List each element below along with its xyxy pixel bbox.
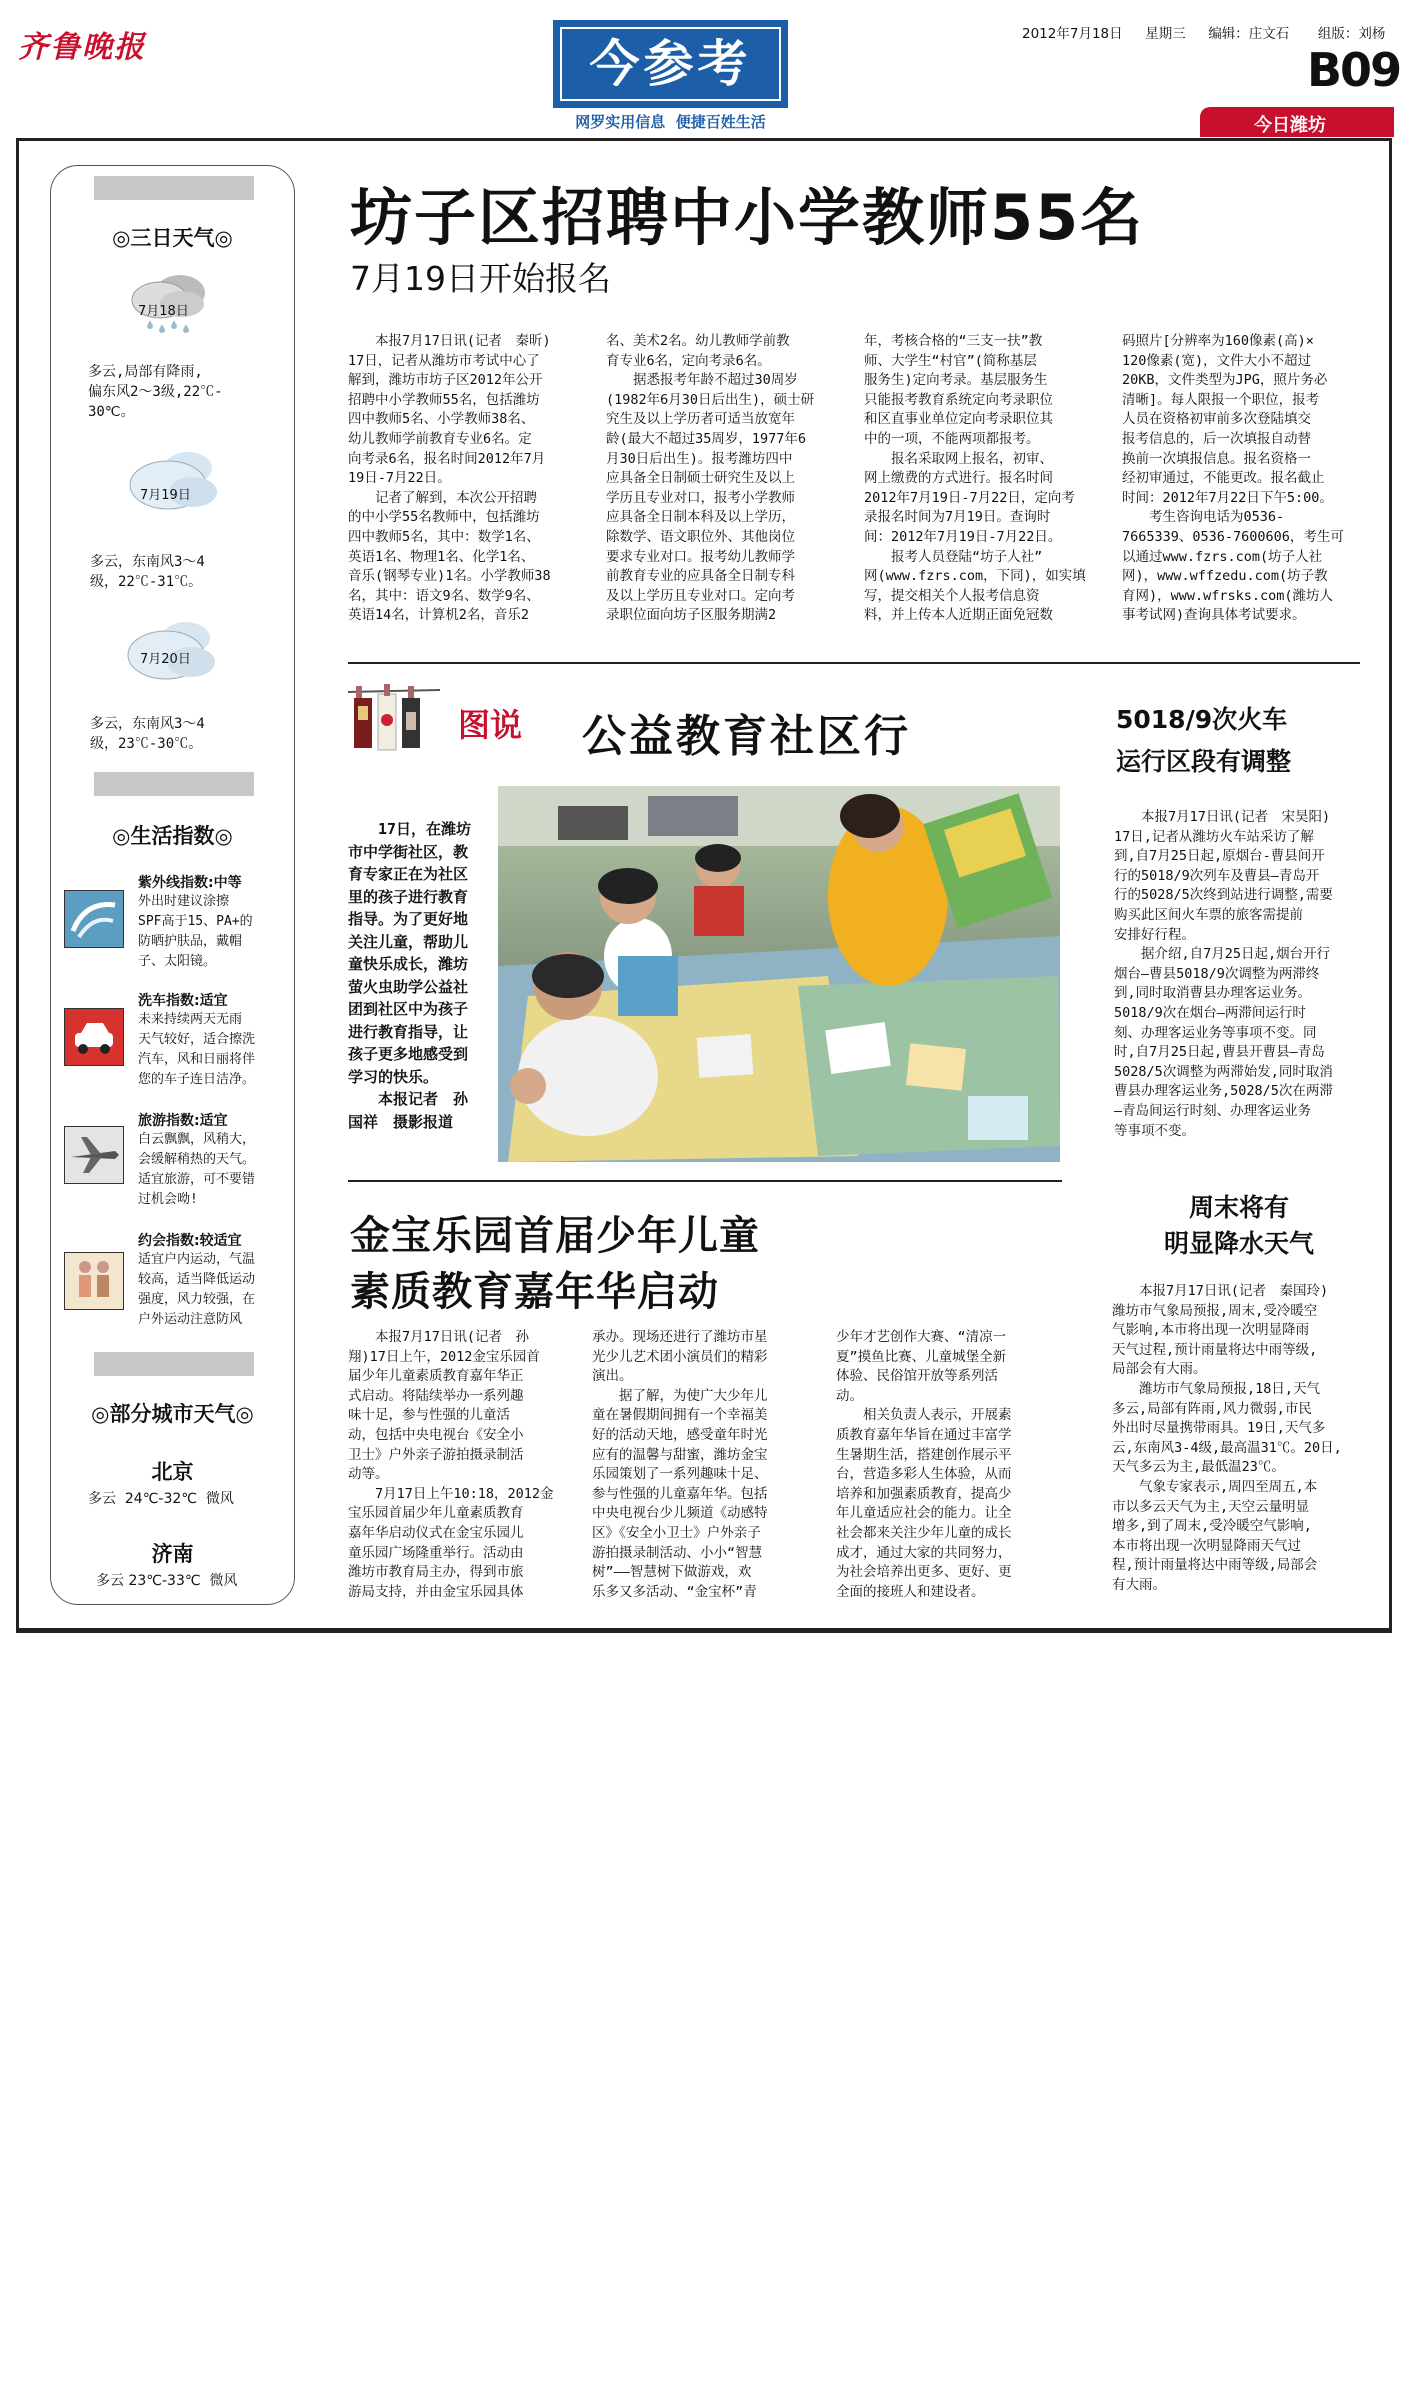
photo-story-logo-icon [348, 676, 440, 768]
couple-icon [64, 1252, 124, 1310]
date-index-title: 约会指数:较适宜 [138, 1233, 242, 1249]
car-wash-index-title: 洗车指数:适宜 [138, 993, 228, 1009]
day3-date: 7月20日 [140, 652, 191, 667]
carnival-col1: 本报7月17日讯(记者 孙 翔)17日上午，2012金宝乐园首 届少年儿童素质教育嘉年华正 式启动。将陆续举办一系列趣 味十足，参与性强的儿童活 动，包括中央电视台《安全小 卫士》户外亲子游拍摄录制活 动等。 7月17日上午10:18，2012金 宝乐园首届少年儿童素质教育 嘉年华启动仪式在金宝乐园儿 童乐园广场隆重举行。活动由 潍坊市教育局主办，得到市旅 游局支持，并由金宝乐园具体 [348, 1329, 554, 1600]
day2-forecast: 多云，东南风3～4 级，22℃-31℃。 [90, 554, 205, 590]
article1-col2: 名、美术2名。幼儿教师学前教 育专业6名，定向考录6名。 据悉报考年龄不超过30周岁 (1982年6月30日后出生)，硕士研 究生及以上学历者可适当放宽年 龄(最大不超过35周岁，1977年6 月30日后出生)。报考潍坊四中 应具备全日制硕士研究生及以上 学历且专业对口，报考小学教师 应具备全日制本科及以上学历， 除数学、语文职位外、其他岗位 要求专业对口。报考幼儿教师学 前教育专业的应具备全日制专科 及以上学历且专业对口。定向考 录职位面向坊子区服务期满2 [606, 333, 815, 624]
cloud-icon [118, 440, 228, 520]
car-wash-icon [64, 1008, 124, 1066]
photo-story-caption: 17日，在潍坊 市中学街社区，教 育专家正在为社区 里的孩子进行教育 指导。为了更好地 关注儿童，帮助儿 童快乐成长，潍坊 萤火虫助学公益社 团到社区中为孩子 进行教育指导，让 孩子更多地感受到 学习的快乐。 本报记者 孙 国祥 摄影报道 [348, 820, 472, 1131]
city-name-jinan: 济南 [151, 1542, 194, 1566]
issue-weekday: 星期三 [1145, 26, 1186, 42]
weekend-headline-line2: 明显降水天气 [1163, 1229, 1314, 1258]
day3-forecast: 多云，东南风3～4 级，23℃-30℃。 [90, 716, 205, 752]
article1-col1: 本报7月17日讯(记者 秦昕) 17日，记者从潍坊市考试中心了 解到，潍坊市坊子区2012年公开 招聘中小学教师55名，包括潍坊 四中教师5名、小学教师38名、 幼儿教师学前教育专业6名。定 向考录6名，报名时间2012年7月 19日-7月22日。 记者了解到，本次公开招聘 的中小学55名教师中，包括潍坊 四中教师5名，其中：数学1名、 英语1名、物理1名、化学1名、 音乐(钢琴专业)1名。小学教师38 名，其中：语文9名、数学9名、 英语14名，计算机2名，音乐2 [348, 333, 551, 624]
life-bar [94, 772, 254, 796]
carnival-headline-line2: 素质教育嘉年华启动 [350, 1269, 719, 1315]
train-headline-line2: 运行区段有调整 [1116, 747, 1292, 776]
cities-bar [94, 1352, 254, 1376]
photo-story-headline: 公益教育社区行 [582, 711, 911, 762]
airplane-icon [64, 1126, 124, 1184]
weather-bar [94, 176, 254, 200]
section-slogan: 网罗实用信息 便捷百姓生活 [575, 113, 766, 131]
photo-children-reading [498, 786, 1060, 1162]
weekend-headline-line1: 周末将有 [1188, 1193, 1289, 1222]
section-logo [553, 20, 788, 108]
three-day-weather-title: ◎三日天气◎ [112, 226, 233, 250]
issue-date: 2012年7月18日 [1022, 26, 1123, 42]
editor-credit: 编辑：庄文石 [1208, 26, 1290, 42]
car-wash-index-text: 未来持续两天无雨 天气较好，适合擦洗 汽车，风和日丽将伴 您的车子连日洁净。 [138, 1012, 256, 1087]
divider [348, 1180, 1062, 1182]
city-name-beijing: 北京 [151, 1460, 194, 1484]
city-weather-jinan: 多云 23℃-33℃ 微风 [96, 1573, 238, 1589]
travel-index-title: 旅游指数:适宜 [138, 1113, 228, 1129]
edition-tab [1200, 107, 1394, 137]
uv-index-text: 外出时建议涂擦 SPF高于15、PA+的 防晒护肤品，戴帽 子、太阳镜。 [138, 894, 253, 969]
day2-date: 7月19日 [140, 488, 191, 503]
carnival-col3: 少年才艺创作大赛、“清凉一 夏”摸鱼比赛、儿童城堡全新 体验、民俗馆开放等系列活 动。 相关负责人表示，开展素 质教育嘉年华旨在通过丰富学 生暑期生活，搭建创作展示平 台，营造多彩人生体验，从而 培养和加强素质教育，提高少 年儿童适应社会的能力。让全 社会都来关注少年儿童的成长 成才，通过大家的共同努力， 为社会培养出更多、更好、更 全面的接班人和建设者。 [836, 1329, 1012, 1600]
divider [348, 662, 1360, 664]
uv-icon [64, 890, 124, 948]
section-title: 今参考 [589, 34, 752, 93]
city-weather-beijing: 多云 24℃-32℃ 微风 [88, 1491, 234, 1507]
uv-index-title: 紫外线指数:中等 [138, 875, 242, 891]
train-article: 本报7月17日讯(记者 宋昊阳) 17日,记者从潍坊火车站采访了解 到,自7月25日起,原烟台-曹县间开 行的5018/9次列车及曹县—青岛开 行的5028/5次终到站进行调整,需要 购买此区间火车票的旅客需提前 安排好行程。 据介绍,自7月25日起,烟台开行 烟台—曹县5018/9次调整为两滞终 到,同时取消曹县办理客运业务。 5018/9次在烟台—两滞间运行时 刻、办理客运业务等事项不变。同 时,自7月25日起,曹县开曹县—青岛 5028/5次调整为两滞始发,同时取消 曹县办理客运业务,5028/5次在两滞 —青岛间运行时刻、办理客运业务 等事项不变。 [1114, 809, 1333, 1139]
article1-col3: 年，考核合格的“三支一扶”教 师、大学生“村官”(简称基层 服务生)定向考录。基层服务生 只能报考教育系统定向考录职位 和区直事业单位定向考录职位其 中的一项，不能两项都报考。 报名采取网上报名，初审、 网上缴费的方式进行。报名时间 2012年7月19日-7月22日，定向考 录报名时间为7月19日。查询时 间：2012年7月19日-7月22日。 报考人员登陆“坊子人社” 网(www.fzrs.com，下同)，如实填 写，提交相关个人报考信息资 料，并上传本人近期正面免冠数 [864, 333, 1086, 624]
article1-headline: 坊子区招聘中小学教师55名 [350, 181, 1145, 254]
issue-info [1022, 22, 1385, 42]
city-weather-title: ◎部分城市天气◎ [91, 1402, 254, 1426]
travel-index-text: 白云飘飘，风稍大， 会缓解稍热的天气。 适宜旅游，可不要错 过机会呦! [138, 1132, 256, 1207]
page-number: B09 [1307, 43, 1401, 97]
edition-label: 今日潍坊 [1254, 115, 1326, 136]
layout-credit: 组版：刘杨 [1317, 26, 1386, 42]
day1-forecast: 多云,局部有降雨, 偏东风2～3级,22℃- 30℃。 [88, 364, 223, 420]
day1-date: 7月18日 [138, 304, 189, 319]
life-index-title: ◎生活指数◎ [112, 824, 233, 848]
weekend-article: 本报7月17日讯(记者 秦国玲) 潍坊市气象局预报,周末,受冷暖空 气影响,本市将出现一次明显降雨 天气过程,预计雨量将达中雨等级, 局部会有大雨。 潍坊市气象局预报,18日,天气 多云,局部有阵雨,风力微弱,市民 外出时尽量携带雨具。19日,天气多 云,东南风3-4级,最高温31℃。20日, 天气多云为主,最低温23℃。 气象专家表示,周四至周五,本 市以多云天气为主,天空云量明显 增多,到了周末,受冷暖空气影响, 本市将出现一次明显降雨天气过 程,预计雨量将达中雨等级,局部会 有大雨。 [1112, 1283, 1342, 1593]
article1-col4: 码照片[分辨率为160像素(高)× 120像素(宽)，文件大小不超过 20KB，文件类型为JPG，照片务必 清晰]。每人限报一个职位，报考 人员在资格初审前多次登陆填交 报考信息的，后一次填报自动替 换前一次填报信息。报名资格一 经初审通过，不能更改。报名截止 时间：2012年7月22日下午5:00。 考生咨询电话为0536- 7665339、0536-7600606，考生可 以通过www.fzrs.com(坊子人社 网)，www.wffzedu.com(坊子教 育网)，www.wfrsks.com(潍坊人 事考试网)查询具体考试要求。 [1122, 333, 1344, 624]
train-headline-line1: 5018/9次火车 [1116, 705, 1288, 734]
article1-subhead: 7月19日开始报名 [350, 259, 611, 298]
carnival-col2: 承办。现场还进行了潍坊市星 光少儿艺术团小演员们的精彩 演出。 据了解，为使广大少年儿 童在暑假期间拥有一个幸福美 好的活动天地，感受童年时光 应有的温馨与甜蜜，潍坊金宝 乐园策划了一系列趣味十足、 参与性强的儿童嘉年华。包括 中央电视台少儿频道《动感特 区》《安全小卫士》户外亲子 游拍摄录制活动、小小“智慧 树”——智慧树下做游戏，欢 乐多又多活动、“金宝杯”青 [592, 1329, 768, 1600]
carnival-headline-line1: 金宝乐园首届少年儿童 [350, 1213, 760, 1259]
photo-story-label: 图说 [458, 706, 523, 744]
paper-name-logo: 齐鲁晚报 [18, 30, 146, 65]
date-index-text: 适宜户内运动，气温 较高，适当降低运动 强度，风力较强，在 户外运动注意防风 [138, 1252, 256, 1327]
